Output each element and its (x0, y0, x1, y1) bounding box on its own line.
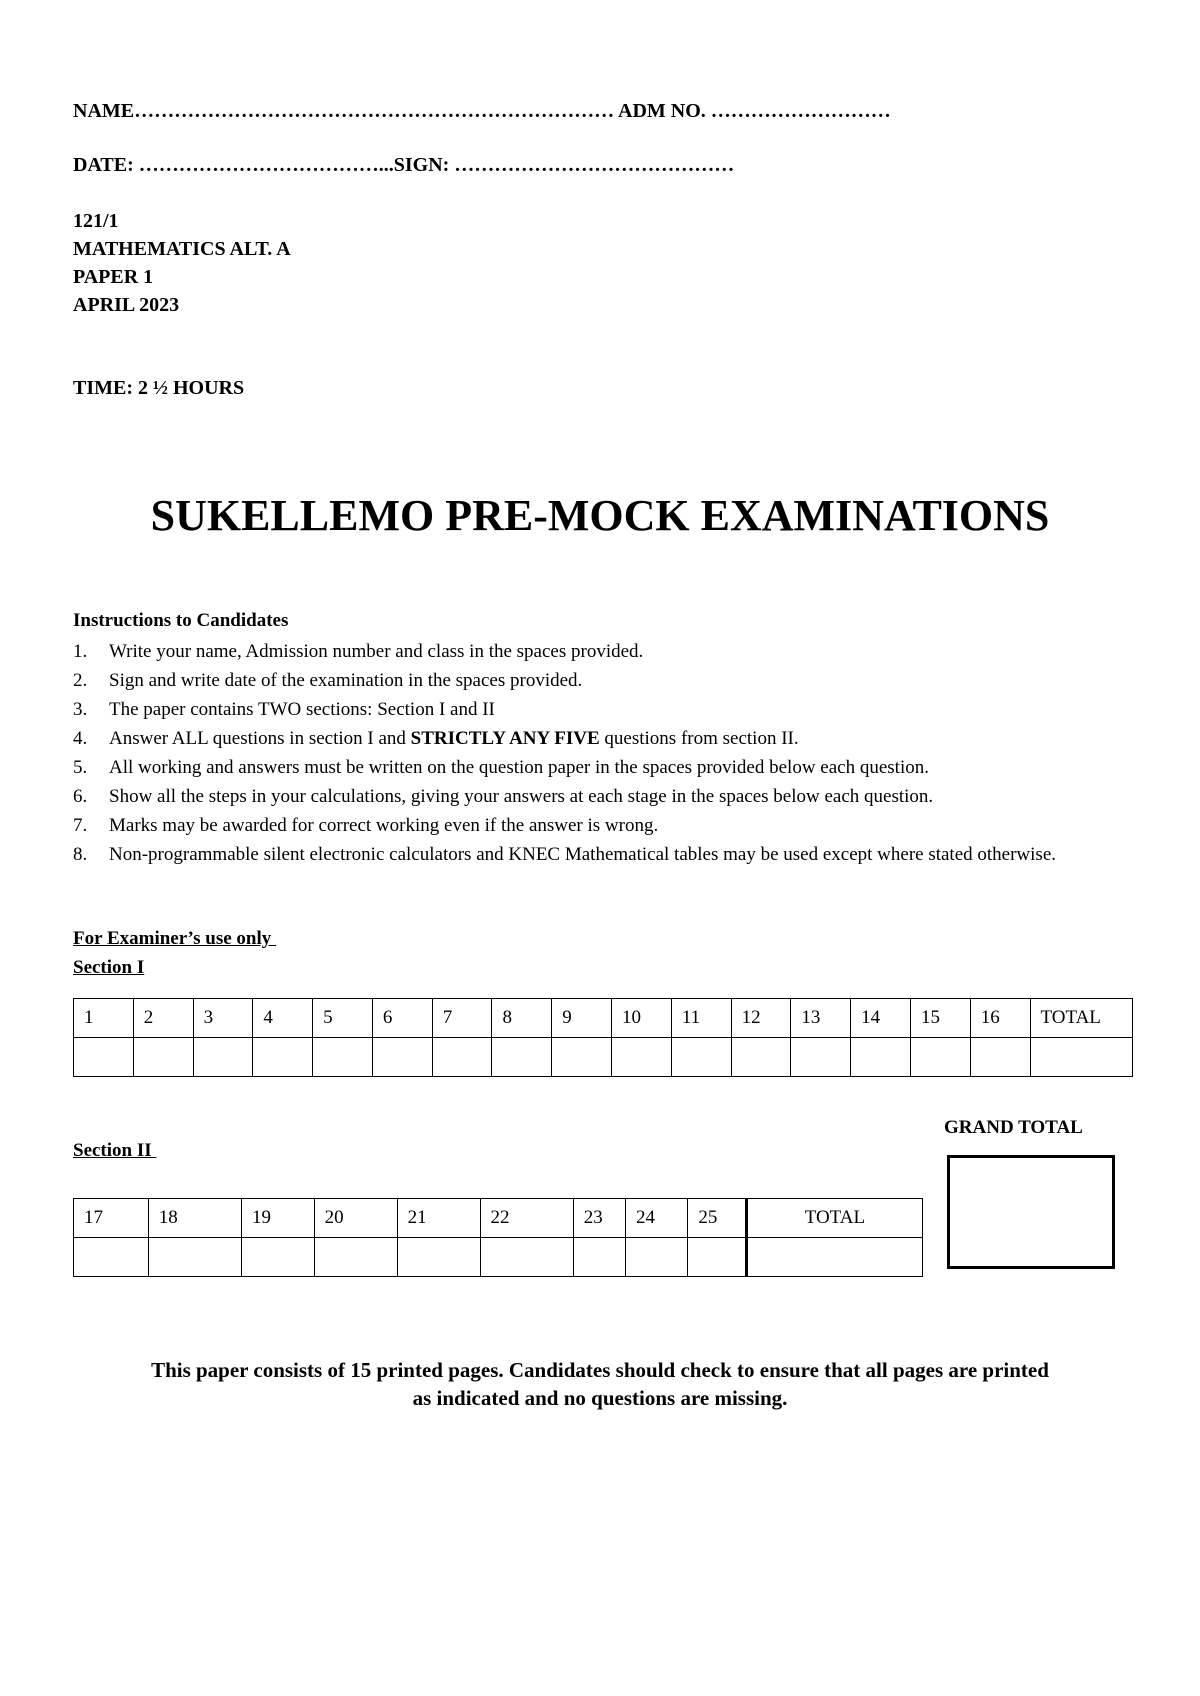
question-col: 16 (970, 999, 1030, 1038)
score-cell[interactable] (910, 1038, 970, 1077)
section2-score-row (74, 1238, 923, 1277)
score-cell[interactable] (612, 1038, 672, 1077)
score-cell[interactable] (133, 1038, 193, 1077)
date-sign-line[interactable]: DATE: ………………………………...SIGN: …………………………………… (73, 154, 735, 176)
instruction-item: 5. All working and answers must be written on the question paper in the spaces provided below each question. (73, 757, 929, 778)
question-col: 7 (432, 999, 492, 1038)
score-cell[interactable] (148, 1238, 241, 1277)
question-col: 1 (74, 999, 134, 1038)
question-col: 12 (731, 999, 791, 1038)
score-cell[interactable] (688, 1238, 746, 1277)
examiner-heading: For Examiner’s use only (73, 928, 277, 949)
question-col: 3 (193, 999, 253, 1038)
score-cell[interactable] (241, 1238, 314, 1277)
score-cell[interactable] (74, 1038, 134, 1077)
question-col: 19 (241, 1199, 314, 1238)
score-cell[interactable] (74, 1238, 149, 1277)
question-col: 23 (573, 1199, 625, 1238)
score-cell[interactable] (480, 1238, 573, 1277)
score-cell[interactable] (573, 1238, 625, 1277)
paper-time: TIME: 2 ½ HOURS (73, 377, 245, 399)
instructions-heading: Instructions to Candidates (73, 610, 289, 631)
paper-date: APRIL 2023 (73, 294, 180, 316)
instruction-item: 4. Answer ALL questions in section I and STRICTLY ANY FIVE questions from section II. (73, 728, 799, 749)
score-cell[interactable] (397, 1238, 480, 1277)
score-cell[interactable] (791, 1038, 851, 1077)
page-count-line2: as indicated and no questions are missing. (412, 1386, 788, 1410)
question-col: 4 (253, 999, 313, 1038)
score-cell[interactable] (253, 1038, 313, 1077)
question-col: 15 (910, 999, 970, 1038)
paper-number: PAPER 1 (73, 266, 154, 288)
score-cell[interactable] (970, 1038, 1030, 1077)
page-count-note (60, 1356, 1140, 1412)
section1-marks-table (73, 998, 1133, 1077)
total-score-cell[interactable] (1030, 1038, 1133, 1077)
question-col: 9 (552, 999, 612, 1038)
score-cell[interactable] (193, 1038, 253, 1077)
question-col: 20 (314, 1199, 397, 1238)
question-col: 13 (791, 999, 851, 1038)
question-col: 8 (492, 999, 552, 1038)
page-count-line1: This paper consists of 15 printed pages. Candidates should check to ensure that all pages are printed (151, 1358, 1049, 1382)
score-cell[interactable] (432, 1038, 492, 1077)
score-cell[interactable] (851, 1038, 911, 1077)
paper-meta (73, 207, 291, 319)
score-cell[interactable] (625, 1238, 687, 1277)
question-col: 2 (133, 999, 193, 1038)
instruction-item: 3. The paper contains TWO sections: Section I and II (73, 699, 495, 720)
instruction-item: 8. Non-programmable silent electronic calculators and KNEC Mathematical tables may be used except where stated otherwise. (73, 844, 1057, 865)
question-col: 17 (74, 1199, 149, 1238)
question-col: 18 (148, 1199, 241, 1238)
question-col: 24 (625, 1199, 687, 1238)
score-cell[interactable] (671, 1038, 731, 1077)
score-cell[interactable] (731, 1038, 791, 1077)
question-col: 5 (313, 999, 373, 1038)
instruction-item: 1. Write your name, Admission number and class in the spaces provided. (73, 641, 644, 662)
score-cell[interactable] (492, 1038, 552, 1077)
grand-total-label: GRAND TOTAL (944, 1117, 1083, 1138)
question-col: 11 (671, 999, 731, 1038)
grand-total-box[interactable] (947, 1155, 1115, 1269)
instruction-item: 7. Marks may be awarded for correct working even if the answer is wrong. (73, 815, 659, 836)
exam-title: SUKELLEMO PRE-MOCK EXAMINATIONS (150, 491, 1050, 540)
total-col: TOTAL (746, 1199, 922, 1238)
name-adm-line[interactable]: NAME……………………………………………………………… ADM NO. ……………………… (73, 100, 891, 122)
total-col: TOTAL (1030, 999, 1133, 1038)
question-col: 25 (688, 1199, 746, 1238)
instruction-item: 2. Sign and write date of the examination in the spaces provided. (73, 670, 583, 691)
section2-marks-table (73, 1198, 923, 1277)
score-cell[interactable] (552, 1038, 612, 1077)
question-col: 14 (851, 999, 911, 1038)
paper-code: 121/1 (73, 210, 119, 232)
paper-subject: MATHEMATICS ALT. A (73, 238, 291, 260)
section2-label: Section II (73, 1140, 157, 1161)
score-cell[interactable] (313, 1038, 373, 1077)
question-col: 22 (480, 1199, 573, 1238)
score-cell[interactable] (372, 1038, 432, 1077)
instruction-item: 6. Show all the steps in your calculations, giving your answers at each stage in the spaces below each question. (73, 786, 934, 807)
instructions-list (73, 637, 1133, 869)
total-score-cell[interactable] (746, 1238, 922, 1277)
section1-header-row (74, 999, 1133, 1038)
section1-label: Section I (73, 957, 145, 978)
section2-header-row (74, 1199, 923, 1238)
question-col: 10 (612, 999, 672, 1038)
question-col: 21 (397, 1199, 480, 1238)
section1-score-row (74, 1038, 1133, 1077)
question-col: 6 (372, 999, 432, 1038)
score-cell[interactable] (314, 1238, 397, 1277)
